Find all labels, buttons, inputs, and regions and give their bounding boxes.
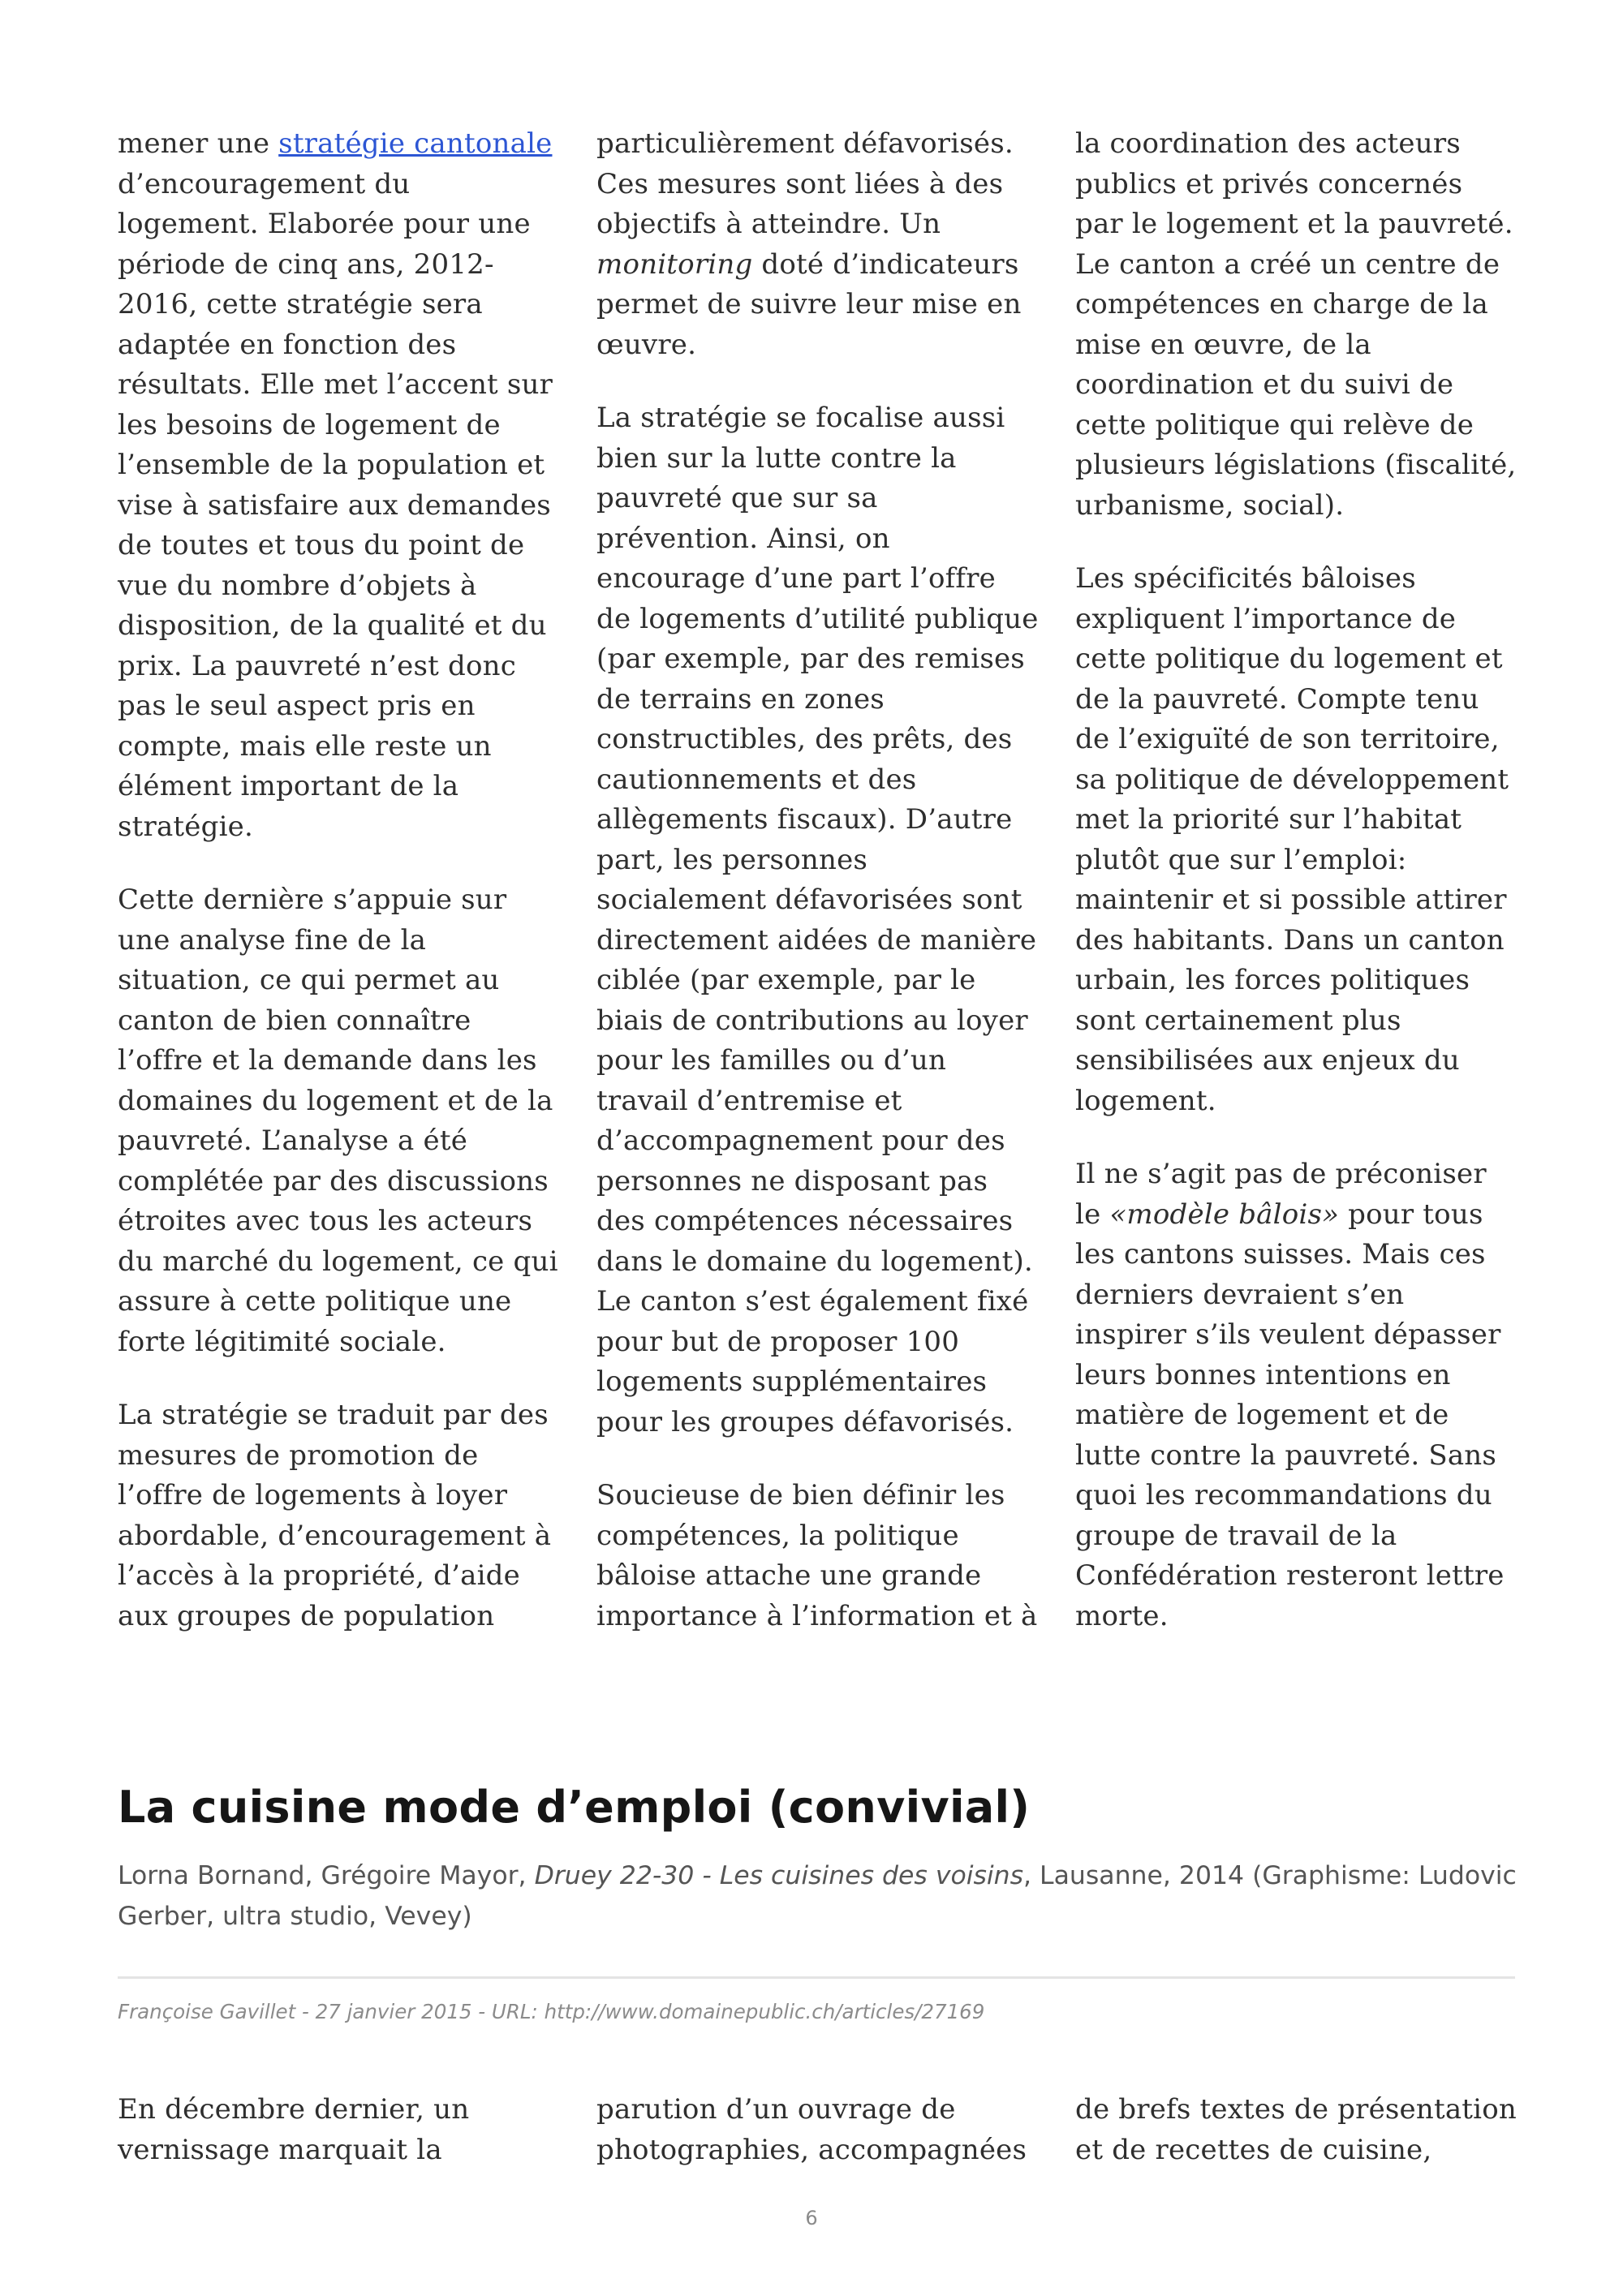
paragraph: Soucieuse de bien définir les compétences, la politique bâloise attache une grande importance à l’information et à [596, 1479, 1038, 1632]
paragraph: La stratégie se focalise aussi bien sur la lutte contre la pauvreté que sur sa prévention. Ainsi, on encourage d’une part l’offre de logements d’utilité publique (par exemple, par des remises de terrains en zones constructibles, des prêts, des cautionnements et des allègements fiscaux). D’autre part, les personnes socialement défavorisées sont directement aidées de manière ciblée (par exemple, par le biais de contributions au loyer pour les familles ou d’un travail d’entremise et d’accompagnement pour des personnes ne disposant pas des compétences nécessaires dans le domaine du logement). Le canton s’est également fixé pour but de proposer 100 logements supplémentaires pour les groupes défavorisés. [596, 402, 1039, 1438]
paragraph: particulièrement défavorisés. Ces mesures sont liées à des objectifs à atteindre. Un monitoring doté d’indicateurs permet de suivre leur mise en œuvre. [596, 127, 1022, 361]
article1-column-3 [1075, 124, 1518, 1636]
article1-column-2 [596, 124, 1039, 1636]
book-reference: Lorna Bornand, Grégoire Mayor, Druey 22-30 - Les cuisines des voisins, Lausanne, 2014 (Graphisme: Ludovic Gerber, ultra studio, Vevey) [118, 1861, 1517, 1931]
paragraph: mener une stratégie cantonale d’encouragement du logement. Elaborée pour une période de cinq ans, 2012-2016, cette stratégie sera adaptée en fonction des résultats. Elle met l’accent sur les besoins de logement de l’ensemble de la population et vise à satisfaire aux demandes de toutes et tous du point de vue du nombre d’objets à disposition, de la qualité et du prix. La pauvreté n’est donc pas le seul aspect pris en compte, mais elle reste un élément important de la stratégie. [118, 127, 553, 843]
article-meta: Françoise Gavillet - 27 janvier 2015 - URL: http://www.domainepublic.ch/articles/27169 [118, 2000, 985, 2023]
article2-column-3 [1075, 2090, 1518, 2170]
paragraph: Les spécificités bâloises expliquent l’importance de cette politique du logement et de la pauvreté. Compte tenu de l’exiguïté de son territoire, sa politique de développement met la priorité sur l’habitat plutôt que sur l’emploi: maintenir et si possible attirer des habitants. Dans un canton urbain, les forces politiques sont certainement plus sensibilisées aux enjeux du logement. [1075, 562, 1509, 1117]
paragraph: En décembre dernier, un vernissage marquait la [118, 2093, 470, 2166]
paragraph: parution d’un ouvrage de photographies, accompagnées [596, 2093, 1027, 2166]
paragraph: de brefs textes de présentation et de recettes de cuisine, [1075, 2093, 1518, 2166]
strategie-cantonale-link[interactable]: stratégie cantonale [278, 127, 553, 160]
article-title: La cuisine mode d’emploi (convivial) [118, 1782, 1031, 1833]
paragraph: Il ne s’agit pas de préconiser le «modèle bâlois» pour tous les cantons suisses. Mais ces derniers devraient s’en inspirer s’ils veulent dépasser leurs bonnes intentions en matière de logement et de lutte contre la pauvreté. Sans quoi les recommandations du groupe de travail de la Confédération resteront lettre morte. [1075, 1158, 1505, 1632]
paragraph: la coordination des acteurs publics et privés concernés par le logement et la pauvreté. Le canton a créé un centre de compétences en charge de la mise en œuvre, de la coordination et du suivi de cette politique qui relève de plusieurs législations (fiscalité, urbanisme, social). [1075, 127, 1517, 522]
article2-column-1 [118, 2090, 560, 2170]
paragraph: Cette dernière s’appuie sur une analyse fine de la situation, ce qui permet au canton de bien connaître l’offre et la demande dans les domaines du logement et de la pauvreté. L’analyse a été complétée par des discussions étroites avec tous les acteurs du marché du logement, ce qui assure à cette politique une forte légitimité sociale. [118, 884, 558, 1358]
article2-column-2 [596, 2090, 1039, 2170]
page-number: 6 [805, 2207, 818, 2229]
article1-column-1 [118, 124, 560, 1636]
paragraph: La stratégie se traduit par des mesures de promotion de l’offre de logements à loyer abordable, d’encouragement à l’accès à la propriété, d’aide aux groupes de population [118, 1399, 552, 1632]
divider [118, 1976, 1515, 1979]
